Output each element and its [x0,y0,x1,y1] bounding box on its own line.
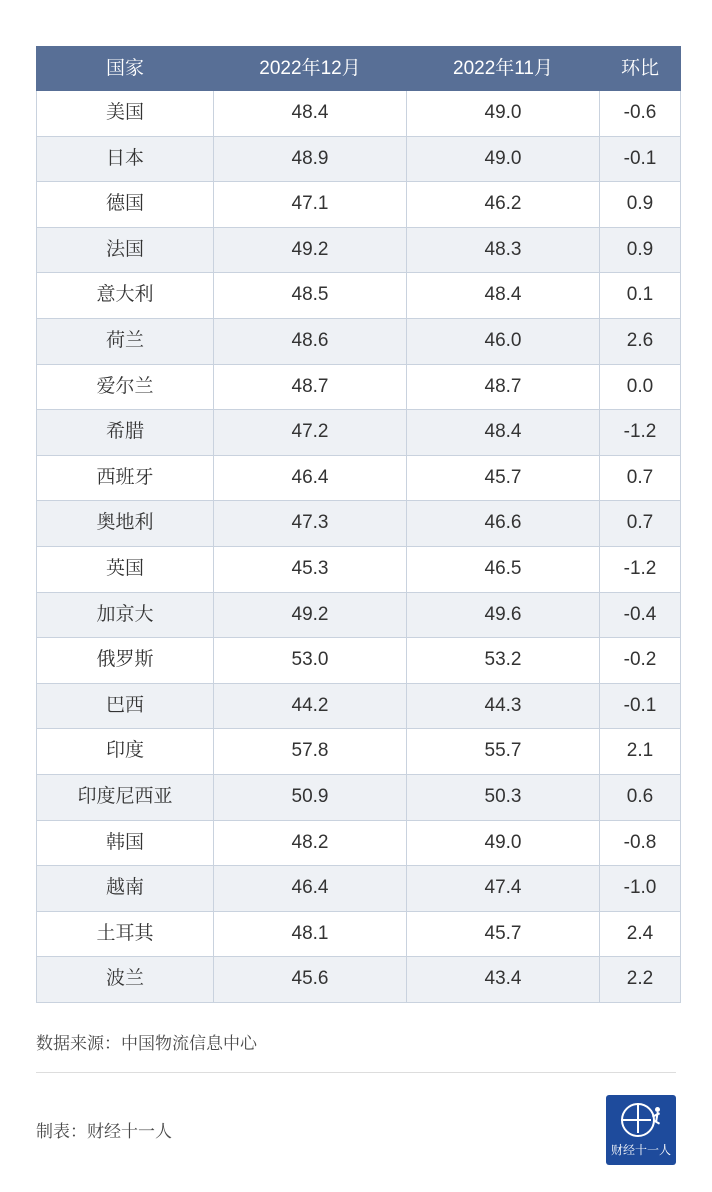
cell-november: 46.0 [407,318,600,364]
table-row [37,957,681,1003]
cell-change: 0.9 [600,182,681,228]
cell-change: -0.1 [600,136,681,182]
cell-change: 0.7 [600,455,681,501]
cell-november: 46.5 [407,546,600,592]
cell-december: 50.9 [214,774,407,820]
cell-december: 45.3 [214,546,407,592]
cell-november: 44.3 [407,683,600,729]
cell-november: 48.4 [407,410,600,456]
cell-country: 荷兰 [37,318,214,364]
cell-country: 奥地利 [37,501,214,547]
table-row [37,729,681,775]
logo-text: 财经十一人 [610,1143,671,1158]
cell-change: 0.9 [600,227,681,273]
table-row [37,227,681,273]
cell-december: 48.9 [214,136,407,182]
table-row [37,273,681,319]
table-row [37,911,681,957]
cell-november: 45.7 [407,455,600,501]
table-body [37,91,681,1003]
cell-change: -1.2 [600,410,681,456]
cell-december: 48.1 [214,911,407,957]
cell-country: 越南 [37,866,214,912]
cell-change: 2.1 [600,729,681,775]
table-row [37,683,681,729]
cell-december: 57.8 [214,729,407,775]
source-note: 数据来源：中国物流信息中心 [36,1033,257,1053]
table-row [37,820,681,866]
runner-leg [653,1119,660,1124]
cell-change: -1.2 [600,546,681,592]
column-header-november: 2022年11月 [407,47,600,91]
globe-icon [621,1103,655,1137]
table-header [37,47,681,91]
table-row [37,136,681,182]
cell-december: 48.7 [214,364,407,410]
cell-change: 0.7 [600,501,681,547]
cell-country: 日本 [37,136,214,182]
cell-country: 俄罗斯 [37,638,214,684]
cell-country: 印度 [37,729,214,775]
cell-country: 希腊 [37,410,214,456]
cell-change: -0.1 [600,683,681,729]
cell-change: 0.1 [600,273,681,319]
cell-november: 46.6 [407,501,600,547]
cell-november: 48.4 [407,273,600,319]
maker-row [36,1073,676,1165]
cell-country: 法国 [37,227,214,273]
cell-country: 巴西 [37,683,214,729]
table-row [37,638,681,684]
cell-change: -0.6 [600,91,681,137]
table-row [37,364,681,410]
cell-december: 48.4 [214,91,407,137]
table-row [37,774,681,820]
cell-november: 49.0 [407,136,600,182]
cell-november: 46.2 [407,182,600,228]
cell-change: -1.0 [600,866,681,912]
cell-november: 48.7 [407,364,600,410]
cell-country: 印度尼西亚 [37,774,214,820]
table-row [37,455,681,501]
cell-country: 波兰 [37,957,214,1003]
cell-country: 美国 [37,91,214,137]
cell-november: 49.0 [407,820,600,866]
cell-december: 47.3 [214,501,407,547]
cell-change: 2.6 [600,318,681,364]
cell-country: 土耳其 [37,911,214,957]
cell-november: 45.7 [407,911,600,957]
table-row [37,91,681,137]
cell-country: 西班牙 [37,455,214,501]
table-row [37,501,681,547]
cell-country: 英国 [37,546,214,592]
cell-december: 48.2 [214,820,407,866]
cell-country: 韩国 [37,820,214,866]
cell-december: 46.4 [214,866,407,912]
cell-november: 43.4 [407,957,600,1003]
cell-november: 49.6 [407,592,600,638]
cell-change: 0.0 [600,364,681,410]
caijing-logo [606,1095,676,1165]
cell-change: 0.6 [600,774,681,820]
table-row [37,546,681,592]
table-header-row [37,47,681,91]
table-row [37,592,681,638]
cell-november: 55.7 [407,729,600,775]
cell-november: 53.2 [407,638,600,684]
pmi-table [36,46,681,1003]
cell-country: 加京大 [37,592,214,638]
cell-country: 爱尔兰 [37,364,214,410]
cell-change: 2.2 [600,957,681,1003]
footer [36,1029,676,1165]
cell-december: 48.6 [214,318,407,364]
cell-change: -0.4 [600,592,681,638]
cell-december: 49.2 [214,227,407,273]
cell-december: 44.2 [214,683,407,729]
cell-change: -0.2 [600,638,681,684]
cell-change: -0.8 [600,820,681,866]
cell-country: 意大利 [37,273,214,319]
cell-december: 45.6 [214,957,407,1003]
cell-november: 49.0 [407,91,600,137]
cell-change: 2.4 [600,911,681,957]
table-row [37,182,681,228]
cell-december: 49.2 [214,592,407,638]
cell-december: 46.4 [214,455,407,501]
cell-december: 47.1 [214,182,407,228]
table-row [37,318,681,364]
cell-country: 德国 [37,182,214,228]
cell-december: 47.2 [214,410,407,456]
table-row [37,866,681,912]
cell-december: 53.0 [214,638,407,684]
maker-note: 制表：财经十一人 [36,1122,172,1142]
cell-december: 48.5 [214,273,407,319]
cell-november: 48.3 [407,227,600,273]
column-header-change: 环比 [600,47,681,91]
cell-november: 50.3 [407,774,600,820]
runner-icon [651,1107,663,1125]
cell-november: 47.4 [407,866,600,912]
column-header-country: 国家 [37,47,214,91]
column-header-december: 2022年12月 [214,47,407,91]
table-row [37,410,681,456]
